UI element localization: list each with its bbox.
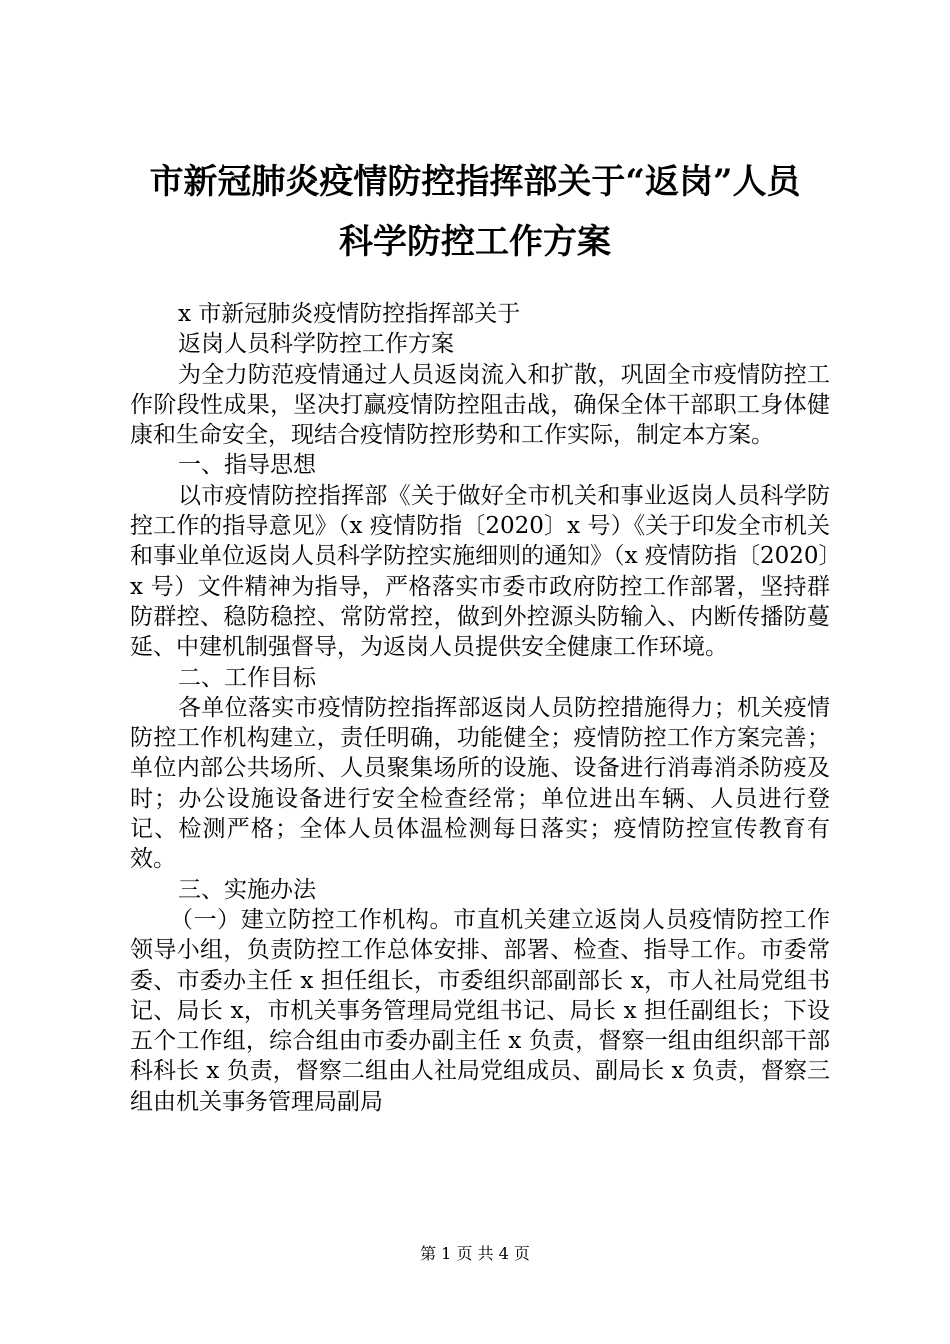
paragraph-intro: 为全力防范疫情通过人员返岗流入和扩散，巩固全市疫情防控工作阶段性成果，坚决打赢疫情防控阻击战，确保全体干部职工身体健康和生命安全，现结合疫情防控形势和工作实际，制定本方案。 bbox=[130, 361, 830, 449]
sub-heading-line-2: 返岗人员科学防控工作方案 bbox=[178, 331, 454, 358]
document-title-line-2: 科学防控工作方案 bbox=[339, 222, 611, 262]
document-title-line-1: 市新冠肺炎疫情防控指挥部关于“返岗”人员 bbox=[149, 162, 801, 202]
section-heading-2: 二、工作目标 bbox=[178, 664, 316, 691]
paragraph-work-goals: 各单位落实市疫情防控指挥部返岗人员防控措施得力；机关疫情防控工作机构建立，责任明确，功能健全；疫情防控工作方案完善；单位内部公共场所、人员聚集场所的设施、设备进行消毒消杀防疫及时；办公设施设备进行安全检查经常；单位进出车辆、人员进行登记、检测严格；全体人员体温检测每日落实；疫情防控宣传教育有效。 bbox=[130, 694, 830, 873]
document-body bbox=[130, 299, 830, 1117]
page-number-footer: 第 1 页 共 4 页 bbox=[420, 1244, 530, 1263]
paragraph-implementation: （一）建立防控工作机构。市直机关建立返岗人员疫情防控工作领导小组，负责防控工作总体安排、部署、检查、指导工作。市委常委、市委办主任 x 担任组长，市委组织部副部长 x，市人社局党组书记、局长 x，市机关事务管理局党组书记、局长 x 担任副组长；下设五个工作组，综合组由市委办副主任 x 负责，督察一组由组织部干部科科长 x 负责，督察二组由人社局党组成员、副局长 x 负责，督察三组由机关事务管理局副局 bbox=[130, 906, 830, 1115]
section-heading-3: 三、实施办法 bbox=[178, 876, 316, 903]
paragraph-guiding-ideology: 以市疫情防控指挥部《关于做好全市机关和事业返岗人员科学防控工作的指导意见》（x 疫情防指〔2020〕x 号）《关于印发全市机关和事业单位返岗人员科学防控实施细则的通知》（x 疫情防指〔2020〕x 号）文件精神为指导，严格落实市委市政府防控工作部署，坚持群防群控、稳防稳控、常防常控，做到外控源头防输入、内断传播防蔓延、中建机制强督导，为返岗人员提供安全健康工作环境。 bbox=[130, 482, 830, 661]
section-heading-1: 一、指导思想 bbox=[178, 452, 316, 479]
sub-heading-line-1: x 市新冠肺炎疫情防控指挥部关于 bbox=[178, 301, 521, 327]
